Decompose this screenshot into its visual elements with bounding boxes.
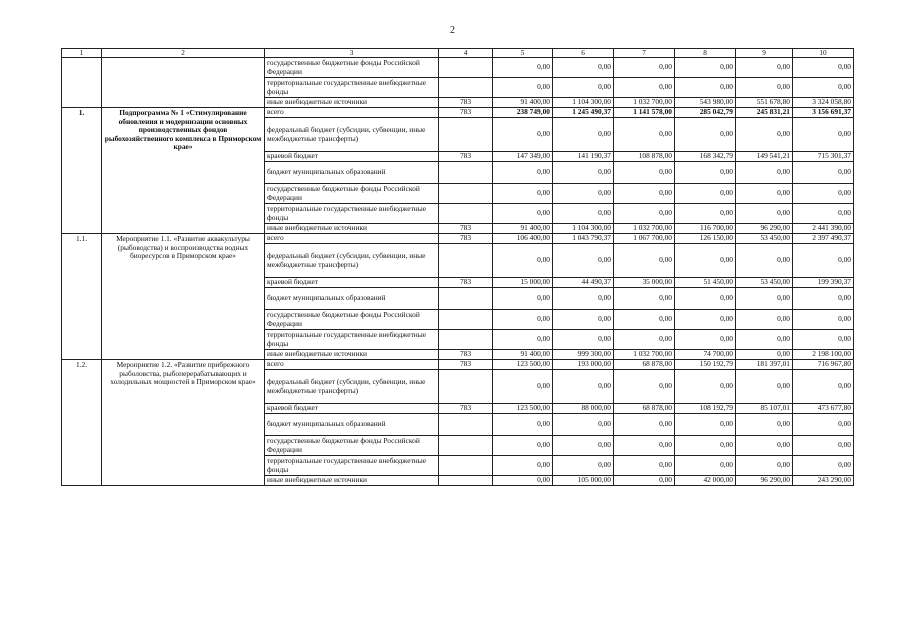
value-cell: 2 441 390,00: [793, 224, 854, 234]
code-cell: 783: [439, 234, 493, 244]
value-cell: 1 032 700,00: [614, 350, 675, 360]
value-cell: 123 500,00: [493, 404, 553, 414]
value-cell: 0,00: [793, 162, 854, 184]
value-cell: 0,00: [793, 78, 854, 98]
value-cell: 0,00: [493, 330, 553, 350]
source-cell: государственные бюджетные фонды Российской Федерации: [265, 184, 439, 204]
value-cell: 0,00: [736, 456, 793, 476]
code-cell: 783: [439, 224, 493, 234]
value-cell: 0,00: [553, 310, 614, 330]
page-number: 2: [450, 25, 455, 36]
value-cell: 1 141 578,00: [614, 108, 675, 118]
value-cell: 44 490,37: [553, 278, 614, 288]
value-cell: 149 541,21: [736, 152, 793, 162]
value-cell: 1 032 700,00: [614, 224, 675, 234]
value-cell: 716 967,80: [793, 360, 854, 370]
code-cell: 783: [439, 404, 493, 414]
value-cell: 0,00: [675, 414, 736, 436]
value-cell: 0,00: [736, 350, 793, 360]
value-cell: 0,00: [736, 184, 793, 204]
value-cell: 105 000,00: [553, 476, 614, 486]
col-number-1: 1: [62, 49, 102, 58]
code-cell: [439, 162, 493, 184]
source-cell: всего: [265, 108, 439, 118]
source-cell: федеральный бюджет (субсидии, субвенции, иные межбюджетные трансферты): [265, 370, 439, 404]
value-cell: 0,00: [553, 456, 614, 476]
value-cell: 0,00: [614, 370, 675, 404]
value-cell: 0,00: [793, 244, 854, 278]
value-cell: 0,00: [736, 414, 793, 436]
value-cell: 715 301,37: [793, 152, 854, 162]
value-cell: 0,00: [736, 288, 793, 310]
code-cell: 783: [439, 360, 493, 370]
value-cell: 1 104 300,00: [553, 224, 614, 234]
value-cell: 96 290,00: [736, 224, 793, 234]
source-cell: государственные бюджетные фонды Российской Федерации: [265, 436, 439, 456]
value-cell: 0,00: [553, 330, 614, 350]
value-cell: 0,00: [553, 78, 614, 98]
value-cell: 0,00: [493, 414, 553, 436]
code-cell: [439, 204, 493, 224]
code-cell: 783: [439, 152, 493, 162]
value-cell: 0,00: [493, 58, 553, 78]
source-cell: государственные бюджетные фонды Российской Федерации: [265, 58, 439, 78]
table-row: [62, 360, 854, 370]
value-cell: 0,00: [793, 414, 854, 436]
value-cell: 0,00: [493, 456, 553, 476]
code-cell: 783: [439, 108, 493, 118]
value-cell: 106 400,00: [493, 234, 553, 244]
value-cell: 0,00: [675, 78, 736, 98]
source-cell: бюджет муниципальных образований: [265, 414, 439, 436]
value-cell: 0,00: [553, 162, 614, 184]
col-number-3: 3: [265, 49, 439, 58]
value-cell: 123 500,00: [493, 360, 553, 370]
value-cell: 238 749,00: [493, 108, 553, 118]
value-cell: 68 878,00: [614, 360, 675, 370]
value-cell: 0,00: [614, 58, 675, 78]
value-cell: 116 700,00: [675, 224, 736, 234]
value-cell: 0,00: [736, 58, 793, 78]
value-cell: 193 000,00: [553, 360, 614, 370]
value-cell: 91 400,00: [493, 224, 553, 234]
value-cell: 0,00: [675, 162, 736, 184]
value-cell: 0,00: [793, 370, 854, 404]
value-cell: 0,00: [553, 244, 614, 278]
code-cell: [439, 370, 493, 404]
value-cell: 0,00: [675, 330, 736, 350]
source-cell: территориальные государственные внебюджетные фонды: [265, 330, 439, 350]
value-cell: 96 290,00: [736, 476, 793, 486]
value-cell: 3 156 691,37: [793, 108, 854, 118]
value-cell: 543 980,00: [675, 98, 736, 108]
code-cell: 783: [439, 350, 493, 360]
value-cell: 0,00: [736, 162, 793, 184]
value-cell: 0,00: [614, 244, 675, 278]
value-cell: 0,00: [493, 288, 553, 310]
value-cell: 0,00: [793, 288, 854, 310]
source-cell: бюджет муниципальных образований: [265, 288, 439, 310]
source-cell: всего: [265, 360, 439, 370]
value-cell: 0,00: [493, 78, 553, 98]
item-title: Подпрограмма № 1 «Стимулирование обновления и модернизации основных производственных фондов рыбохозяйственного комплекса в Приморском крае»: [102, 108, 265, 234]
value-cell: 0,00: [675, 204, 736, 224]
title-cell: [102, 58, 265, 108]
value-cell: 0,00: [736, 330, 793, 350]
value-cell: 0,00: [614, 456, 675, 476]
source-cell: федеральный бюджет (субсидии, субвенции, иные межбюджетные трансферты): [265, 244, 439, 278]
value-cell: 0,00: [614, 414, 675, 436]
col-number-8: 8: [675, 49, 736, 58]
source-cell: территориальные государственные внебюджетные фонды: [265, 456, 439, 476]
value-cell: 0,00: [493, 184, 553, 204]
code-cell: [439, 58, 493, 78]
col-number-5: 5: [493, 49, 553, 58]
value-cell: 150 192,79: [675, 360, 736, 370]
value-cell: 53 450,00: [736, 278, 793, 288]
col-number-6: 6: [553, 49, 614, 58]
code-cell: 783: [439, 98, 493, 108]
value-cell: 0,00: [614, 310, 675, 330]
value-cell: 0,00: [614, 288, 675, 310]
value-cell: 0,00: [493, 118, 553, 152]
value-cell: 243 290,00: [793, 476, 854, 486]
source-cell: иные внебюджетные источники: [265, 476, 439, 486]
value-cell: 0,00: [614, 436, 675, 456]
value-cell: 0,00: [493, 476, 553, 486]
item-number: 1.1.: [62, 234, 102, 360]
value-cell: 1 067 700,00: [614, 234, 675, 244]
source-cell: краевой бюджет: [265, 152, 439, 162]
item-title: Мероприятие 1.2. «Развитие прибрежного рыболовства, рыбоперерабатывающих и холодильных мощностей в Приморском крае»: [102, 360, 265, 486]
source-cell: территориальные государственные внебюджетные фонды: [265, 204, 439, 224]
col-number-10: 10: [793, 49, 854, 58]
value-cell: 0,00: [493, 244, 553, 278]
value-cell: 51 450,00: [675, 278, 736, 288]
value-cell: 91 400,00: [493, 98, 553, 108]
value-cell: 0,00: [675, 118, 736, 152]
source-cell: краевой бюджет: [265, 278, 439, 288]
source-cell: государственные бюджетные фонды Российской Федерации: [265, 310, 439, 330]
value-cell: 0,00: [736, 310, 793, 330]
code-cell: [439, 414, 493, 436]
value-cell: 245 831,21: [736, 108, 793, 118]
value-cell: 0,00: [493, 310, 553, 330]
value-cell: 0,00: [553, 436, 614, 456]
value-cell: 0,00: [493, 162, 553, 184]
value-cell: 0,00: [736, 78, 793, 98]
value-cell: 473 677,80: [793, 404, 854, 414]
value-cell: 74 700,00: [675, 350, 736, 360]
value-cell: 0,00: [736, 204, 793, 224]
table-row: [62, 58, 854, 78]
code-cell: [439, 476, 493, 486]
value-cell: 126 150,00: [675, 234, 736, 244]
code-cell: 783: [439, 278, 493, 288]
value-cell: 88 000,00: [553, 404, 614, 414]
table-body: [62, 49, 854, 486]
value-cell: 1 032 700,00: [614, 98, 675, 108]
value-cell: 0,00: [736, 118, 793, 152]
value-cell: 91 400,00: [493, 350, 553, 360]
source-cell: иные внебюджетные источники: [265, 224, 439, 234]
value-cell: 0,00: [553, 118, 614, 152]
source-cell: бюджет муниципальных образований: [265, 162, 439, 184]
value-cell: 0,00: [793, 456, 854, 476]
value-cell: 0,00: [675, 370, 736, 404]
value-cell: 0,00: [675, 310, 736, 330]
value-cell: 0,00: [793, 58, 854, 78]
value-cell: 0,00: [614, 78, 675, 98]
value-cell: 0,00: [553, 58, 614, 78]
value-cell: 0,00: [614, 204, 675, 224]
value-cell: 53 450,00: [736, 234, 793, 244]
no-cell: [62, 58, 102, 108]
value-cell: 0,00: [793, 330, 854, 350]
col-number-7: 7: [614, 49, 675, 58]
value-cell: 999 300,00: [553, 350, 614, 360]
item-number: 1.2.: [62, 360, 102, 486]
value-cell: 0,00: [675, 436, 736, 456]
value-cell: 3 324 058,80: [793, 98, 854, 108]
value-cell: 0,00: [675, 456, 736, 476]
value-cell: 199 390,37: [793, 278, 854, 288]
value-cell: 2 397 490,37: [793, 234, 854, 244]
value-cell: 0,00: [793, 118, 854, 152]
value-cell: 0,00: [553, 204, 614, 224]
value-cell: 168 342,79: [675, 152, 736, 162]
code-cell: [439, 288, 493, 310]
code-cell: [439, 184, 493, 204]
value-cell: 0,00: [493, 204, 553, 224]
value-cell: 108 192,79: [675, 404, 736, 414]
value-cell: 0,00: [793, 204, 854, 224]
table-row: [62, 234, 854, 244]
value-cell: 0,00: [736, 244, 793, 278]
value-cell: 181 397,01: [736, 360, 793, 370]
value-cell: 285 042,79: [675, 108, 736, 118]
value-cell: 35 000,00: [614, 278, 675, 288]
value-cell: 108 878,00: [614, 152, 675, 162]
code-cell: [439, 244, 493, 278]
value-cell: 0,00: [553, 288, 614, 310]
value-cell: 0,00: [793, 184, 854, 204]
value-cell: 1 245 490,37: [553, 108, 614, 118]
source-cell: федеральный бюджет (субсидии, субвенции, иные межбюджетные трансферты): [265, 118, 439, 152]
value-cell: 0,00: [553, 370, 614, 404]
code-cell: [439, 310, 493, 330]
source-cell: иные внебюджетные источники: [265, 350, 439, 360]
value-cell: 42 000,00: [675, 476, 736, 486]
value-cell: 2 198 100,00: [793, 350, 854, 360]
value-cell: 0,00: [675, 184, 736, 204]
col-number-4: 4: [439, 49, 493, 58]
value-cell: 0,00: [675, 58, 736, 78]
source-cell: краевой бюджет: [265, 404, 439, 414]
code-cell: [439, 456, 493, 476]
table-row: [62, 108, 854, 118]
value-cell: 0,00: [614, 162, 675, 184]
value-cell: 0,00: [793, 310, 854, 330]
code-cell: [439, 118, 493, 152]
value-cell: 0,00: [553, 184, 614, 204]
budget-table: [61, 48, 854, 486]
value-cell: 0,00: [614, 330, 675, 350]
value-cell: 0,00: [553, 414, 614, 436]
value-cell: 0,00: [736, 370, 793, 404]
code-cell: [439, 436, 493, 456]
value-cell: 0,00: [736, 436, 793, 456]
item-title: Мероприятие 1.1. «Развитие аквакультуры (рыбоводства) и воспроизводства водных биоресурсов в Приморском крае»: [102, 234, 265, 360]
source-cell: всего: [265, 234, 439, 244]
value-cell: 141 190,37: [553, 152, 614, 162]
value-cell: 0,00: [614, 476, 675, 486]
value-cell: 551 678,80: [736, 98, 793, 108]
code-cell: [439, 330, 493, 350]
source-cell: иные внебюджетные источники: [265, 98, 439, 108]
col-number-2: 2: [102, 49, 265, 58]
value-cell: 0,00: [614, 118, 675, 152]
value-cell: 1 043 790,37: [553, 234, 614, 244]
item-number: 1.: [62, 108, 102, 234]
value-cell: 0,00: [493, 370, 553, 404]
value-cell: 68 878,00: [614, 404, 675, 414]
value-cell: 0,00: [614, 184, 675, 204]
col-number-9: 9: [736, 49, 793, 58]
value-cell: 15 000,00: [493, 278, 553, 288]
source-cell: территориальные государственные внебюджетные фонды: [265, 78, 439, 98]
value-cell: 0,00: [793, 436, 854, 456]
column-number-row: [62, 49, 854, 58]
value-cell: 0,00: [493, 436, 553, 456]
code-cell: [439, 78, 493, 98]
value-cell: 0,00: [675, 288, 736, 310]
value-cell: 147 349,00: [493, 152, 553, 162]
value-cell: 1 104 300,00: [553, 98, 614, 108]
value-cell: 0,00: [675, 244, 736, 278]
value-cell: 85 107,01: [736, 404, 793, 414]
